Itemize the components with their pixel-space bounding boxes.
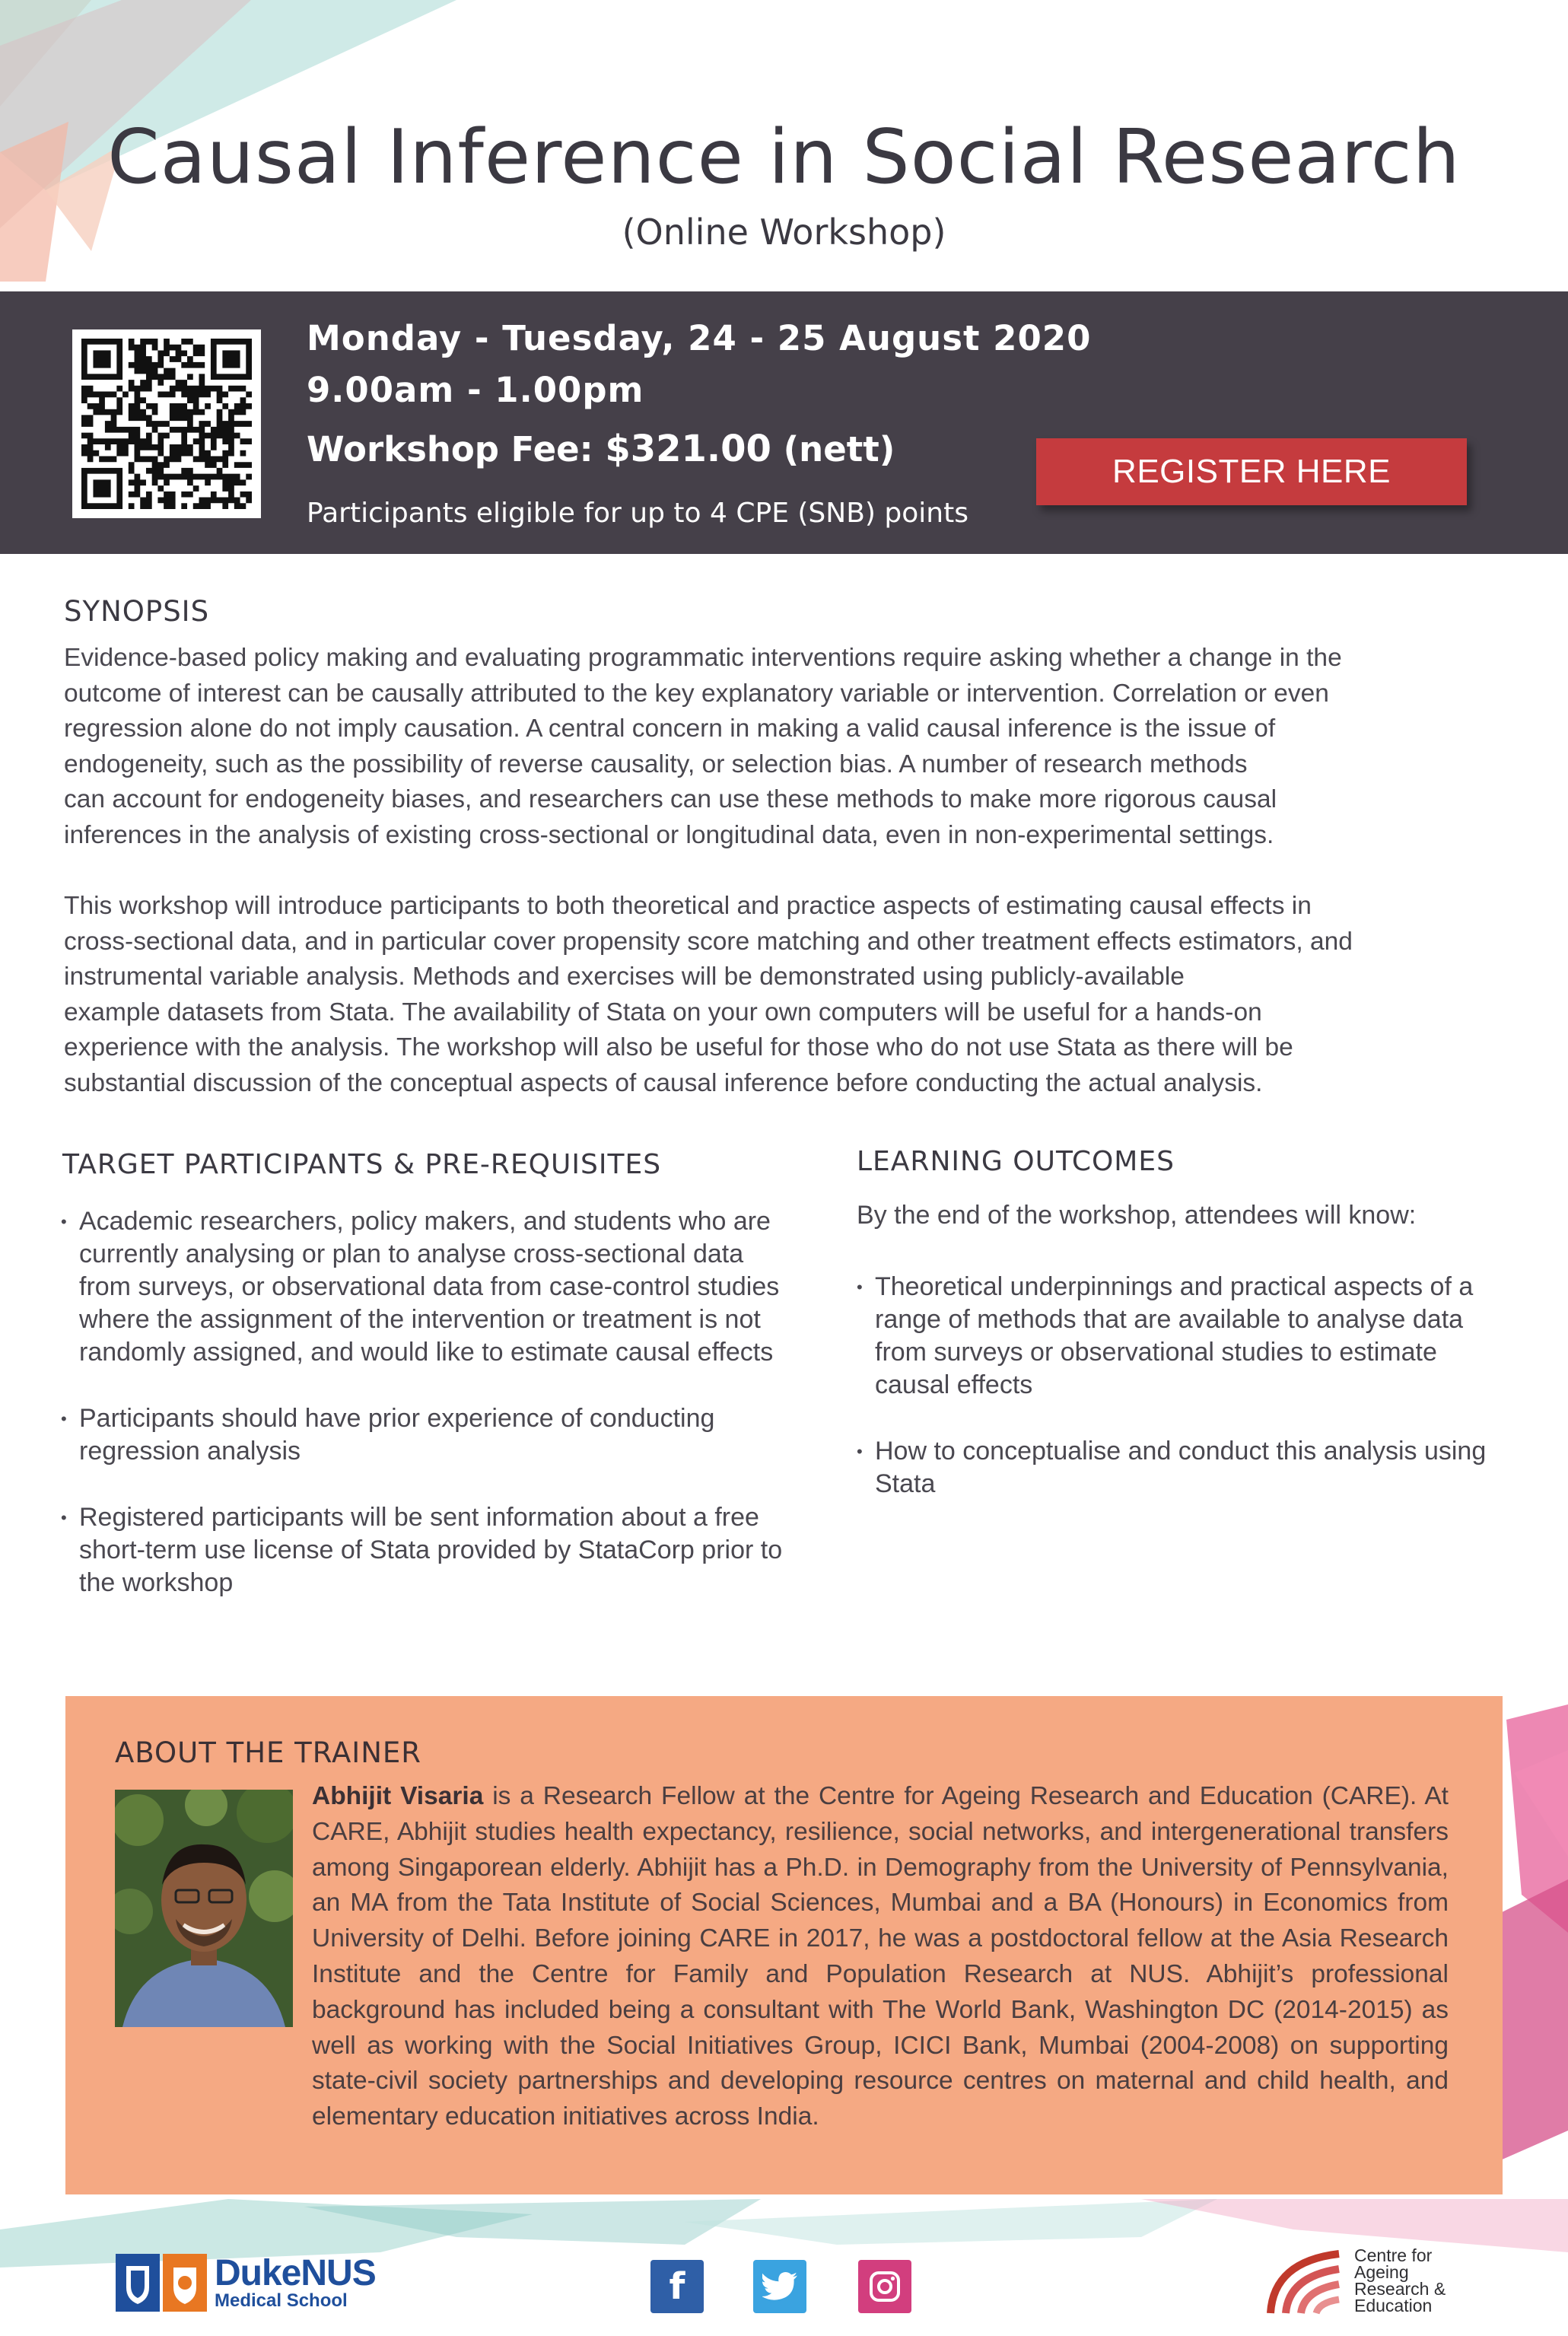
care-name: [1354, 2247, 1446, 2314]
trainer-bio: [312, 1779, 1449, 2135]
target-participants-list: [61, 1205, 799, 1633]
synopsis-p1-line: inferences in the analysis of existing cross-sectional or longitudinal data, even in non-experimental settings.: [64, 820, 1274, 849]
synopsis-p2-line: cross-sectional data, and in particular cover propensity score matching and other treatment effects estimators, and: [64, 927, 1353, 956]
learning-outcomes-intro: By the end of the workshop, attendees will know:: [857, 1201, 1417, 1230]
workshop-fee: [307, 428, 895, 470]
page-subtitle: (Online Workshop): [622, 212, 946, 253]
synopsis-p2-line: substantial discussion of the conceptual aspects of causal inference before conducting the actual analysis.: [64, 1068, 1263, 1097]
event-date: Monday - Tuesday, 24 - 25 August 2020: [307, 318, 1092, 358]
trainer-name: Abhijit Visaria: [312, 1782, 484, 1810]
care-name-line: Research &: [1354, 2279, 1446, 2299]
twitter-icon[interactable]: [753, 2260, 806, 2313]
synopsis-paragraph-1: [64, 641, 1499, 853]
trainer-bio-text: is a Research Fellow at the Centre for Ageing Research and Education (CARE). At CARE, Abhijit studies health expectancy, resilience, social networks, and intergenerational transfers among Singaporean elderly. Abhijit has a Ph.D. in Demography from the University of Pennsylvania, an MA from the Tata Institute of Social Sciences, Mumbai and a BA (Honours) in Economics from University of Delhi. Before joining CARE in 2017, he was a postdoctoral fellow at the Asia Research Institute and the Centre for Family and Population Research at NUS. Abhijit’s professional background has included being a consultant with The World Bank, Washington DC (2014-2015) as well as working with the Social Initiatives Group, ICICI Bank, Mumbai (2004-2008) on supporting state-civil society partnerships and developing resource centres on maternal and child health, and elementary education initiatives across India.: [312, 1782, 1449, 2131]
synopsis-p1-line: can account for endogeneity biases, and researchers can use these methods to make more rigorous causal: [64, 785, 1277, 813]
about-trainer-heading: ABOUT THE TRAINER: [115, 1736, 421, 1769]
register-button[interactable]: REGISTER HERE: [1036, 438, 1467, 505]
trainer-photo: [115, 1790, 293, 2027]
synopsis-heading: SYNOPSIS: [64, 595, 210, 628]
synopsis-p2-line: instrumental variable analysis. Methods and exercises will be demonstrated using publicly-available: [64, 963, 1185, 991]
fee-suffix: (nett): [771, 429, 895, 469]
synopsis-p2-line: experience with the analysis. The workshop will also be useful for those who do not use Stata as there will be: [64, 1033, 1293, 1061]
synopsis-p1-line: endogeneity, such as the possibility of reverse causality, or selection bias. A number of research methods: [64, 749, 1248, 778]
care-name-line: Centre for: [1354, 2245, 1433, 2265]
care-name-line: Education: [1354, 2296, 1433, 2315]
care-arcs-icon: [1266, 2246, 1344, 2315]
learning-outcomes-heading: LEARNING OUTCOMES: [857, 1146, 1175, 1177]
duke-nus-name: DukeNUS: [215, 2253, 376, 2293]
fee-label: Workshop Fee:: [307, 429, 606, 469]
synopsis-p1-line: regression alone do not imply causation. A central concern in making a valid causal inference is the issue of: [64, 714, 1276, 743]
cpe-points-note: Participants eligible for up to 4 CPE (SNB) points: [307, 498, 968, 529]
care-logo[interactable]: [1266, 2246, 1446, 2315]
facebook-icon[interactable]: f: [650, 2260, 704, 2313]
care-name-line: Ageing: [1354, 2262, 1409, 2282]
list-item: • How to conceptualise and conduct this analysis using Stata: [857, 1435, 1503, 1501]
synopsis-p2-line: example datasets from Stata. The availability of Stata on your own computers will be useful for a hands-on: [64, 998, 1262, 1026]
fee-amount: $321.00: [605, 428, 771, 470]
list-item: • Theoretical underpinnings and practical aspects of a range of methods that are available to analyse data from surveys or observational studies to estimate causal effects: [857, 1271, 1503, 1402]
list-item: • Academic researchers, policy makers, and students who are currently analysing or plan to analyse cross-sectional data from surveys, or observational data from case-control studies where the assignment of the intervention or treatment is not randomly assigned, and would like to estimate causal effects: [61, 1205, 799, 1369]
duke-nus-subtitle: Medical School: [215, 2290, 348, 2311]
instagram-icon[interactable]: [858, 2260, 911, 2313]
duke-nus-logo[interactable]: [116, 2254, 376, 2312]
synopsis-p1-line: outcome of interest can be causally attributed to the key explanatory variable or intervention. Correlation or even: [64, 679, 1329, 708]
synopsis-paragraph-2: [64, 889, 1499, 1101]
qr-code-icon[interactable]: [72, 329, 261, 518]
page-title: Causal Inference in Social Research: [107, 114, 1461, 201]
synopsis-p2-line: This workshop will introduce participants to both theoretical and practice aspects of estimating causal effects in: [64, 892, 1312, 920]
synopsis-p1-line: Evidence-based policy making and evaluating programmatic interventions require asking whether a change in the: [64, 644, 1342, 672]
decorative-side-shapes: [1491, 1704, 1568, 2237]
learning-outcomes-list: [857, 1271, 1503, 1534]
list-item: • Participants should have prior experience of conducting regression analysis: [61, 1402, 799, 1468]
list-item: • Registered participants will be sent information about a free short-term use license of Stata provided by StataCorp prior to the workshop: [61, 1501, 799, 1599]
event-time: 9.00am - 1.00pm: [307, 370, 644, 410]
target-participants-heading: TARGET PARTICIPANTS & PRE-REQUISITES: [62, 1149, 662, 1180]
duke-nus-shield-icon: [116, 2254, 207, 2312]
